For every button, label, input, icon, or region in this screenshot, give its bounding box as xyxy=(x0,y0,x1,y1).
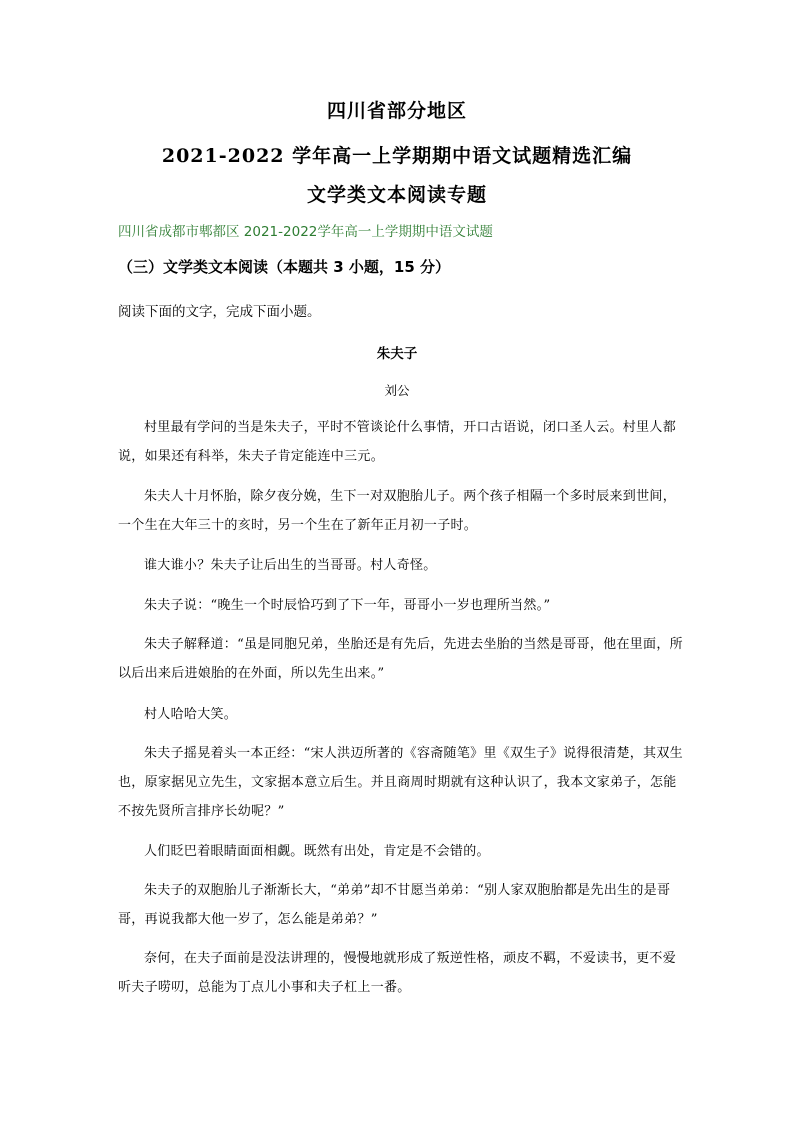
story-paragraph: 村人哈哈大笑。 xyxy=(144,707,238,722)
story-paragraph: 朱夫子摇晃着头一本正经：“宋人洪迈所著的《容斋随笔》里《双生子》说得很清楚，其双生也，原家据见立先生，文家据本意立后生。并且商周时期就有这种认识了，我本文家弟子，怎能不按先贤所言排序长幼呢？” xyxy=(118,746,683,819)
story-paragraph: 奈何，在夫子面前是没法讲理的，慢慢地就形成了叛逆性格，顽皮不羁，不爱读书，更不爱听夫子唠叨，总能为丁点儿小事和夫子杠上一番。 xyxy=(118,951,677,995)
story-paragraph: 朱夫人十月怀胎，除夕夜分娩，生下一对双胞胎儿子。两个孩子相隔一个多时辰来到世间，一个生在大年三十的亥时，另一个生在了新年正月初一子时。 xyxy=(118,489,677,533)
story-paragraph: 朱夫子说：“晚生一个时辰恰巧到了下一年，哥哥小一岁也理所当然。” xyxy=(144,598,551,613)
source-link[interactable]: 四川省成都市郫都区 2021-2022学年高一上学期期中语文试题 xyxy=(118,224,493,240)
story-paragraph: 人们眨巴着眼睛面面相觑。既然有出处，肯定是不会错的。 xyxy=(144,844,490,859)
document-title-exam: 2021-2022 学年高一上学期期中语文试题精选汇编 xyxy=(161,145,633,167)
instruction-text: 阅读下面的文字，完成下面小题。 xyxy=(118,304,321,320)
section-heading: （三）文学类文本阅读（本题共 3 小题，15 分） xyxy=(118,258,450,276)
story-paragraph: 村里最有学问的当是朱夫子，平时不管谈论什么事情，开口古语说，闭口圣人云。村里人都说，如果还有科举，朱夫子肯定能连中三元。 xyxy=(118,420,677,464)
story-paragraph: 谁大谁小？朱夫子让后出生的当哥哥。村人奇怪。 xyxy=(144,558,437,573)
story-author: 刘公 xyxy=(384,383,410,398)
story-paragraph: 朱夫子解释道：“虽是同胞兄弟，坐胎还是有先后，先进去坐胎的当然是哥哥，他在里面，所以后出来后进娘胎的在外面，所以先生出来。” xyxy=(118,637,683,681)
story-title: 朱夫子 xyxy=(376,346,418,362)
document-title-region: 四川省部分地区 xyxy=(326,100,467,122)
document-title-topic: 文学类文本阅读专题 xyxy=(306,184,487,206)
story-paragraph: 朱夫子的双胞胎儿子渐渐长大，“弟弟”却不甘愿当弟弟：“别人家双胞胎都是先出生的是哥哥，再说我都大他一岁了，怎么能是弟弟？” xyxy=(118,883,671,927)
